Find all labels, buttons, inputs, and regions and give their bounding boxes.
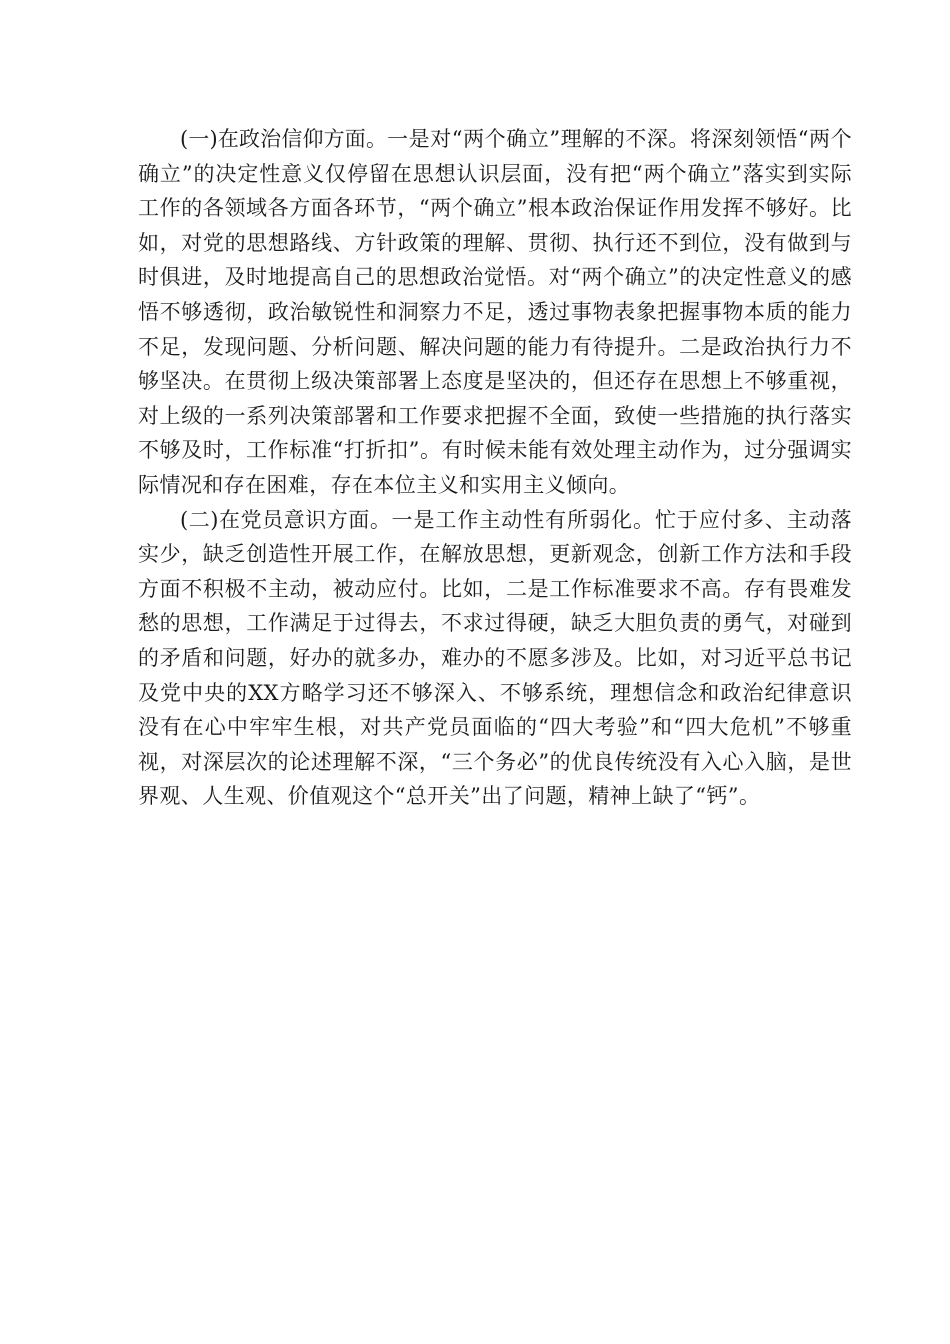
document-body <box>138 122 852 814</box>
paragraph-text: 一是对“两个确立”理解的不深。将深刻领悟“两个确立”的决定性意义仅停留在思想认识层面，没有把“两个确立”落实到实际工作的各领域各方面各环节，“两个确立”根本政治保证作用发挥不够好。比如，对党的思想路线、方针政策的理解、贯彻、执行还不到位，没有做到与时俱进，及时地提高自己的思想政治觉悟。对“两个确立”的决定性意义的感悟不够透彻，政治敏锐性和洞察力不足，透过事物表象把握事物本质的能力不足，发现问题、分析问题、解决问题的能力有待提升。二是政治执行力不够坚决。在贯彻上级决策部署上态度是坚决的，但还存在思想上不够重视，对上级的一系列决策部署和工作要求把握不全面，致使一些措施的执行落实不够及时，工作标准“打折扣”。有时候未能有效处理主动作为，过分强调实际情况和存在困难，存在本位主义和实用主义倾向。 <box>138 127 852 497</box>
paragraph-political-belief <box>138 122 852 503</box>
paragraph-heading: (二)在党员意识方面。 <box>180 507 392 532</box>
paragraph-text: 一是工作主动性有所弱化。忙于应付多、主动落实少，缺乏创造性开展工作，在解放思想，更新观念，创新工作方法和手段方面不积极不主动，被动应付。比如，二是工作标准要求不高。存有畏难发愁的思想，工作满足于过得去，不求过得硬，缺乏大胆负责的勇气，对碰到的矛盾和问题，好办的就多办，难办的不愿多涉及。比如，对习近平总书记及党中央的XX方略学习还不够深入、不够系统，理想信念和政治纪律意识没有在心中牢牢生根，对共产党员面临的“四大考验”和“四大危机”不够重视，对深层次的论述理解不深，“三个务必”的优良传统没有入心入脑，是世界观、人生观、价值观这个“总开关”出了问题，精神上缺了“钙”。 <box>138 507 852 809</box>
paragraph-heading: (一)在政治信仰方面。 <box>180 127 388 151</box>
paragraph-party-awareness <box>138 503 852 814</box>
